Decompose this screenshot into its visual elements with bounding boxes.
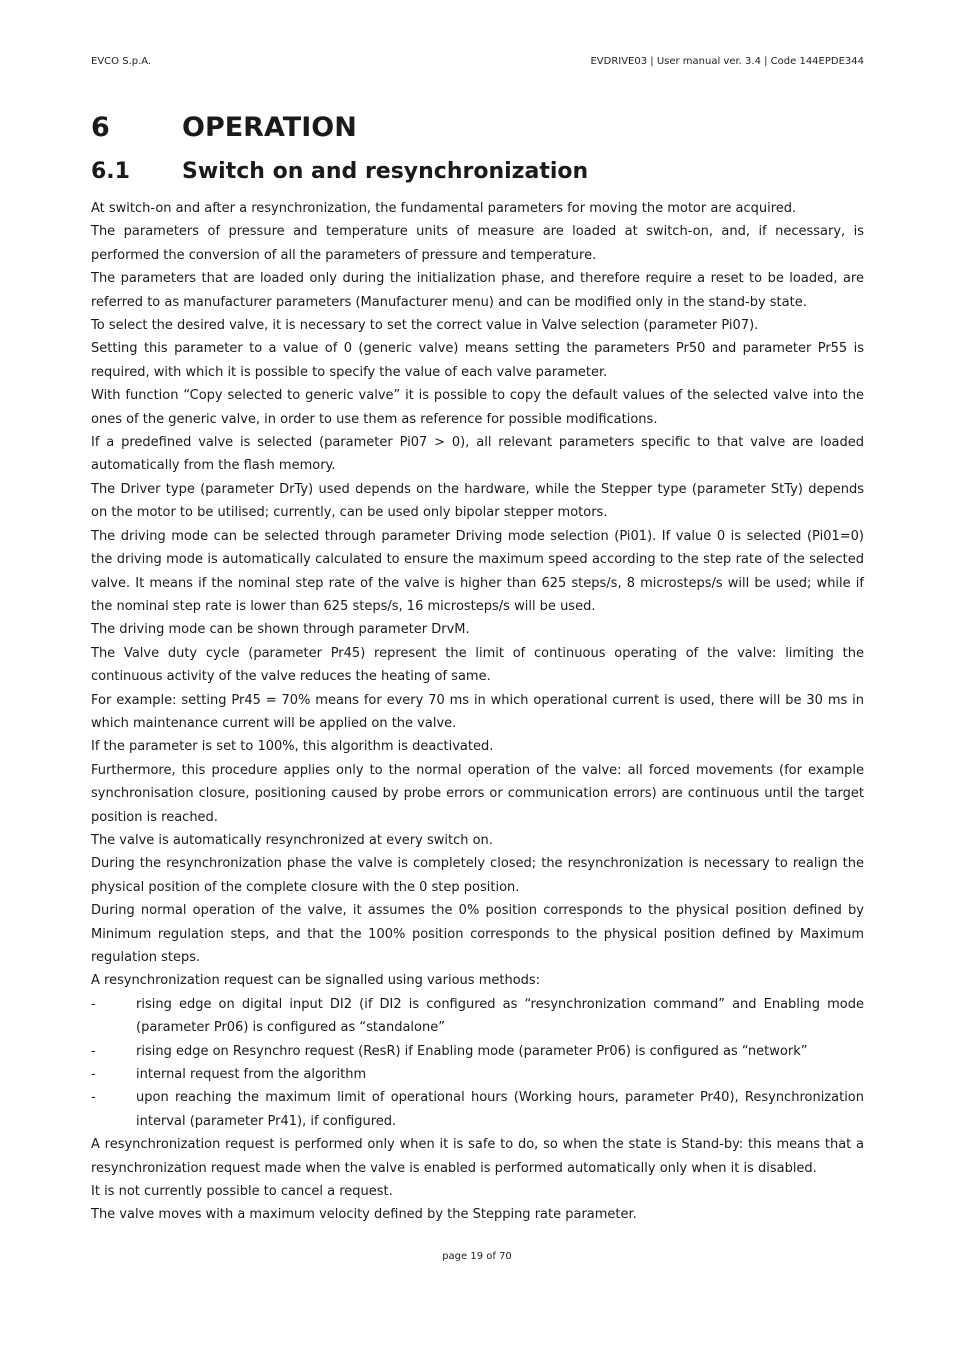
section-number: 6 — [91, 112, 110, 143]
paragraph: The parameters that are loaded only during the initialization phase, and therefore require a reset to be loaded, are referred to as manufacturer parameters (Manufacturer menu) and can be modified only in the stand-by state. — [91, 271, 864, 310]
list-item-text: internal request from the algorithm — [136, 1067, 367, 1083]
list-item — [91, 1063, 864, 1086]
list-dash: - — [91, 1067, 96, 1083]
paragraph: Furthermore, this procedure applies only to the normal operation of the valve: all forced movements (for example synchronisation closure, positioning caused by probe errors or communication errors) are continuous until the target position is reached. — [91, 762, 864, 825]
paragraph: With function “Copy selected to generic valve” it is possible to copy the default values of the selected valve into the ones of the generic valve, in order to use them as reference for possible modifications. — [91, 388, 864, 427]
paragraph: The parameters of pressure and temperature units of measure are loaded at switch-on, and, if necessary, is performed the conversion of all the parameters of pressure and temperature. — [91, 224, 864, 263]
paragraph: At switch-on and after a resynchronization, the fundamental parameters for moving the motor are acquired. — [91, 201, 797, 216]
paragraph: The valve is automatically resynchronized at every switch on. — [91, 832, 493, 848]
header-doc-ref: EVDRIVE03 | User manual ver. 3.4 | Code 144EPDE344 — [590, 56, 864, 67]
paragraph: During normal operation of the valve, it assumes the 0% position corresponds to the physical position defined by Minimum regulation steps, and that the 100% position corresponds to the physical position defined by Maximum regulation steps. — [91, 903, 864, 965]
paragraph: The valve moves with a maximum velocity defined by the Stepping rate parameter. — [91, 1207, 637, 1223]
list-item-text: rising edge on digital input DI2 (if DI2 is configured as “resynchronization command” and Enabling mode (parameter Pr06) is configured as “standalone” — [136, 996, 864, 1036]
paragraph: The driving mode can be shown through parameter DrvM. — [91, 622, 470, 638]
list-item — [91, 993, 864, 1040]
subsection-title: Switch on and resynchronization — [182, 159, 589, 184]
paragraph: Setting this parameter to a value of 0 (generic valve) means setting the parameters Pr50 and parameter Pr55 is required, with which it is possible to specify the value of each valve parameter. — [91, 341, 864, 380]
list-item-text: rising edge on Resynchro request (ResR) if Enabling mode (parameter Pr06) is configured as “network” — [136, 1043, 808, 1059]
paragraph: The Driver type (parameter DrTy) used depends on the hardware, while the Stepper type (parameter StTy) depends on the motor to be utilised; currently, can be used only bipolar stepper motors. — [91, 481, 864, 521]
list-item-text: upon reaching the maximum limit of operational hours (Working hours, parameter Pr40), Resynchronization interval (parameter Pr41), if configured. — [136, 1090, 864, 1129]
paragraph: It is not currently possible to cancel a request. — [91, 1184, 393, 1200]
subsection-heading — [91, 159, 588, 184]
list-item — [91, 1040, 864, 1063]
resync-methods-list — [91, 993, 864, 1133]
paragraph: A resynchronization request can be signalled using various methods: — [91, 973, 541, 989]
section-title: OPERATION — [182, 112, 357, 143]
list-dash: - — [91, 1090, 96, 1106]
paragraph: A resynchronization request is performed only when it is safe to do, so when the state is Stand-by: this means that a resynchronization request made when the valve is enabled is performed automatically only when it is disabled. — [91, 1137, 864, 1176]
header-company: EVCO S.p.A. — [91, 56, 152, 67]
list-item — [91, 1086, 864, 1133]
body-text — [91, 197, 864, 1227]
paragraph: If a predefined valve is selected (parameter Pi07 > 0), all relevant parameters specific to that valve are loaded automatically from the flash memory. — [91, 435, 864, 474]
paragraph: To select the desired valve, it is necessary to set the correct value in Valve selection (parameter Pi07). — [91, 318, 759, 334]
list-dash: - — [91, 1043, 96, 1059]
paragraph: For example: setting Pr45 = 70% means for every 70 ms in which operational current is used, there will be 30 ms in which maintenance current will be applied on the valve. — [91, 692, 864, 731]
paragraph: During the resynchronization phase the valve is completely closed; the resynchronization is necessary to realign the physical position of the complete closure with the 0 step position. — [91, 856, 864, 895]
page-number: page 19 of 70 — [442, 1251, 512, 1262]
paragraph: If the parameter is set to 100%, this algorithm is deactivated. — [91, 739, 494, 755]
paragraph: The driving mode can be selected through parameter Driving mode selection (Pi01). If value 0 is selected (Pi01=0) the driving mode is automatically calculated to ensure the maximum speed according to the step rate of the selected valve. It means if the nominal step rate of the valve is higher than 625 steps/s, 8 microsteps/s will be used; while if the nominal step rate is lower than 625 steps/s, 16 microsteps/s will be used. — [91, 528, 864, 614]
section-heading — [91, 112, 357, 143]
list-dash: - — [91, 996, 96, 1012]
paragraph: The Valve duty cycle (parameter Pr45) represent the limit of continuous operating of the valve: limiting the continuous activity of the valve reduces the heating of same. — [91, 645, 864, 685]
subsection-number: 6.1 — [91, 159, 130, 184]
